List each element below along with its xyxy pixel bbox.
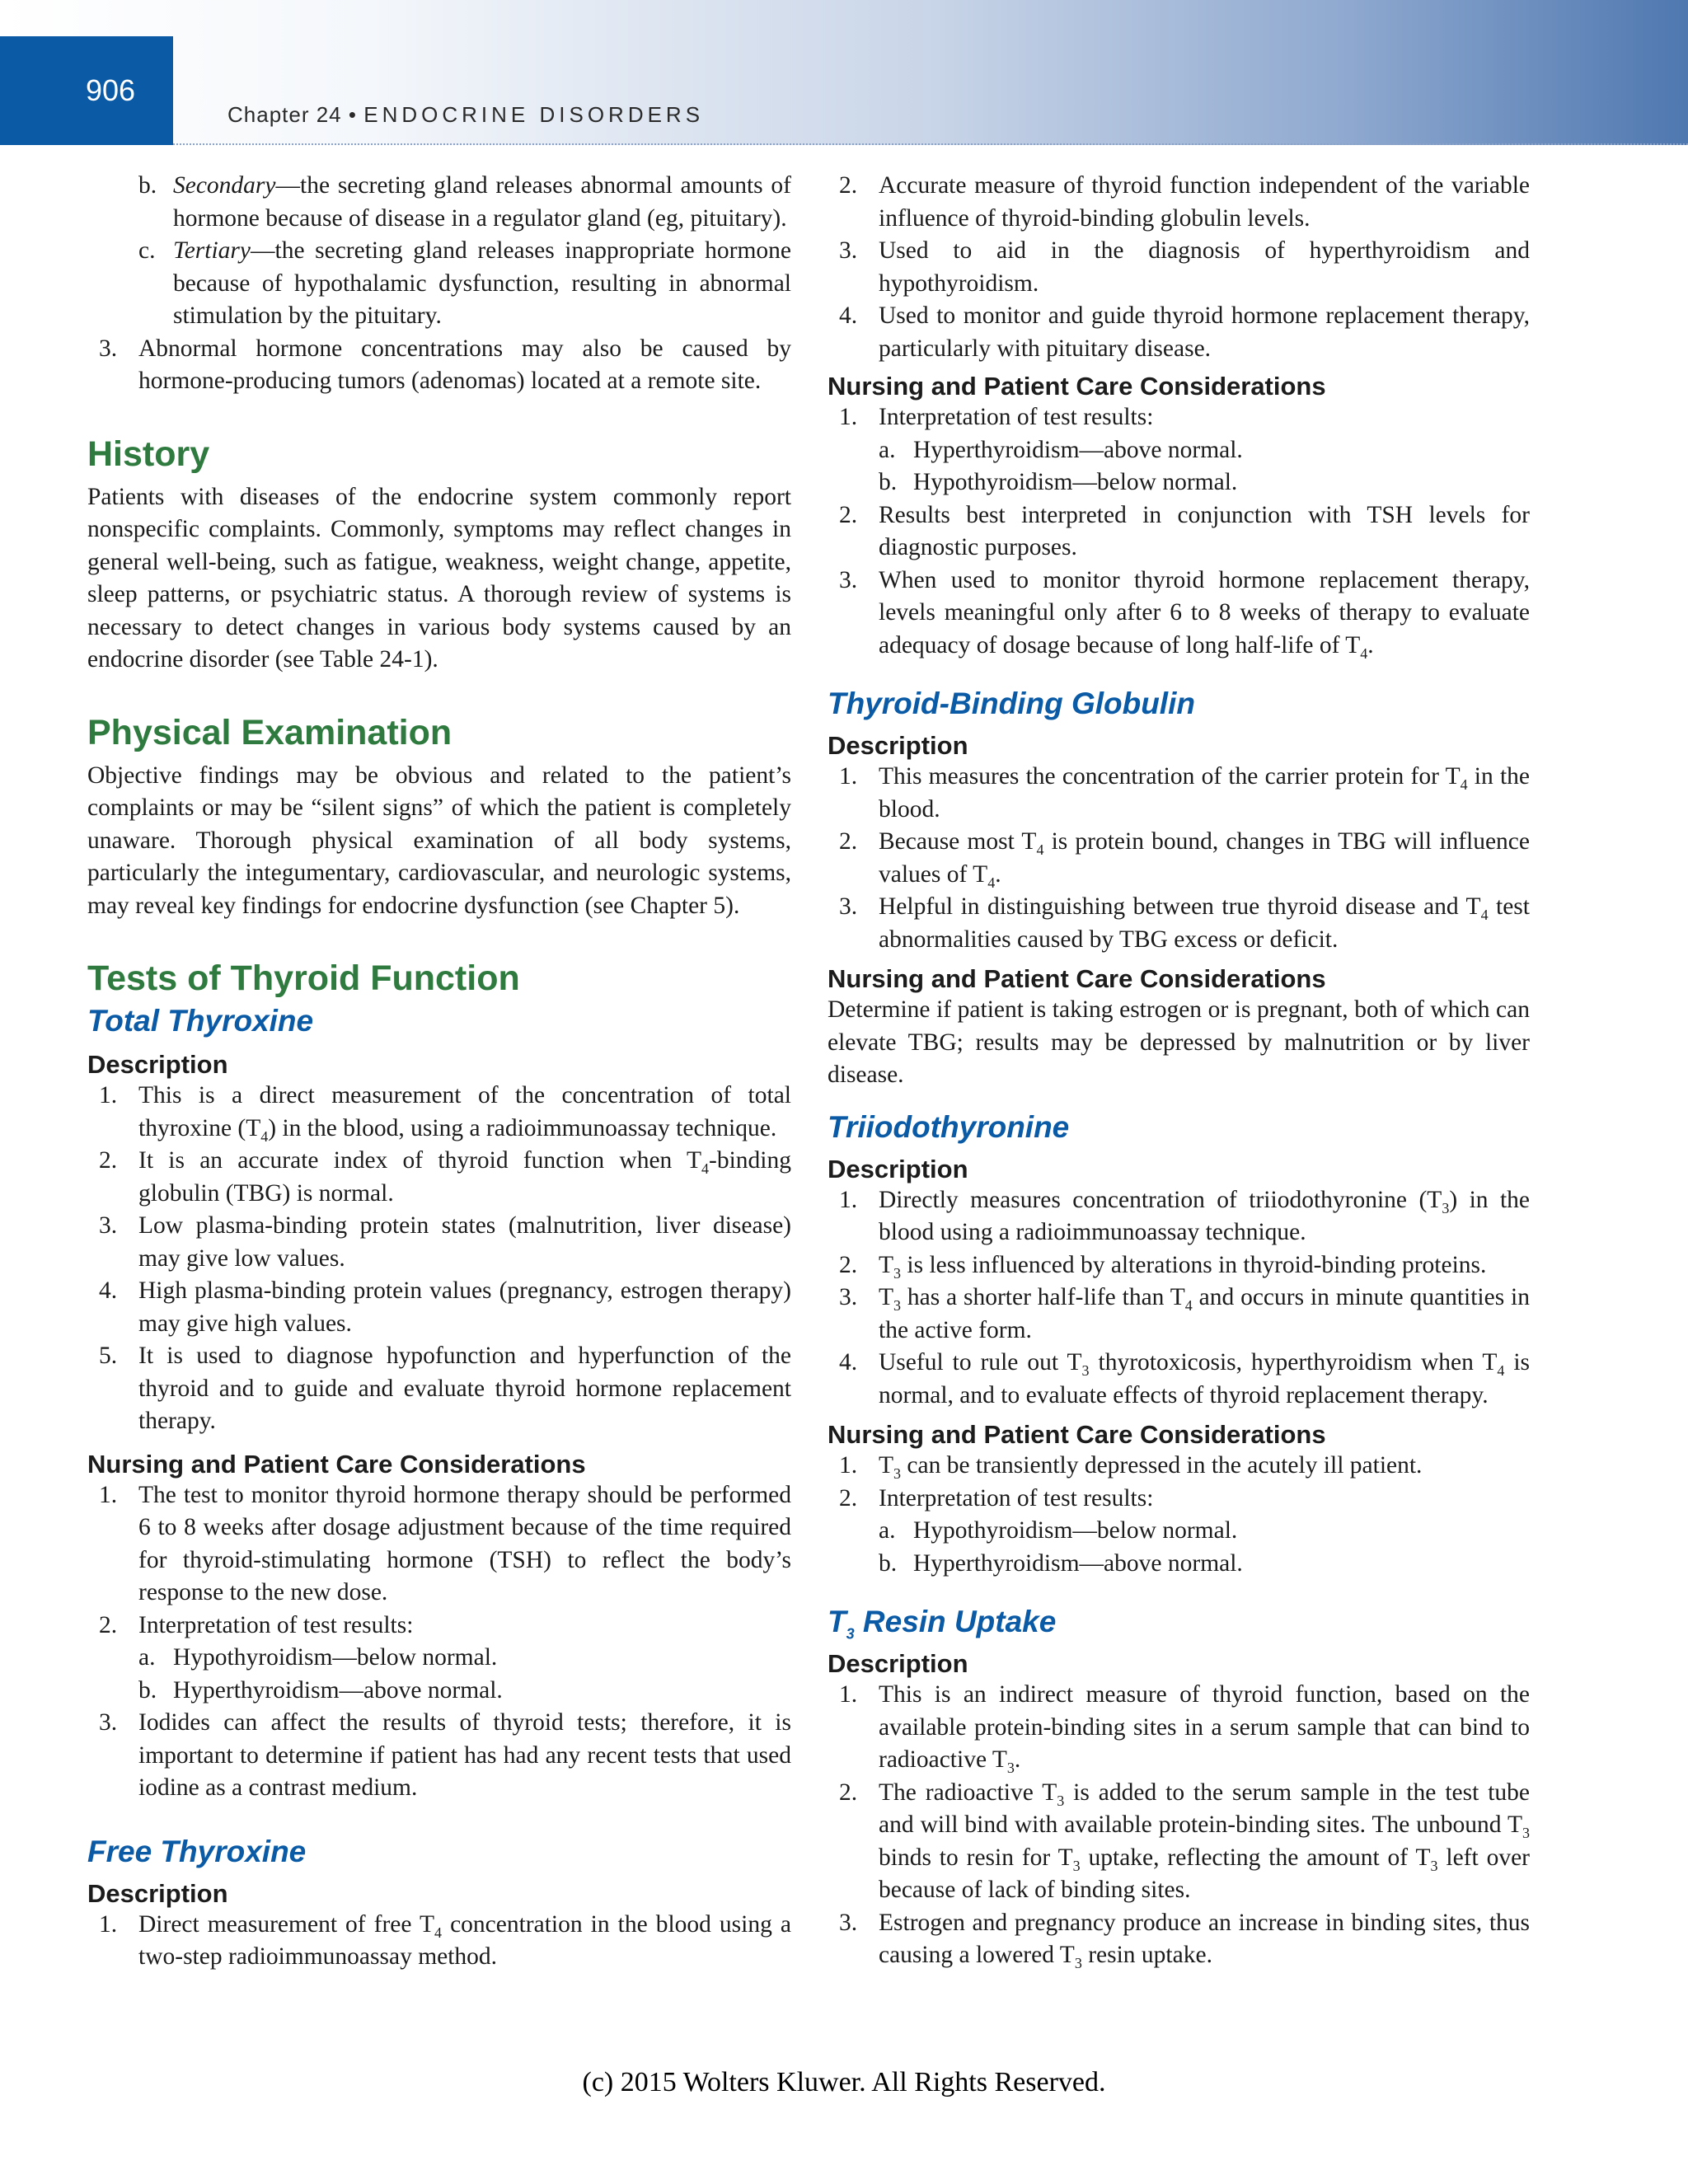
- item-text: .: [995, 860, 1001, 888]
- item-text: Interpretation of test results:: [879, 404, 1154, 430]
- item-text: Iodides can affect the results of thyroid tests; therefore, it is important to determine if patient has had any recent tests that used iodine as a contrast medium.: [138, 1709, 791, 1801]
- item-text: This is a direct measurement of the concentration of total thyroxine (T: [138, 1082, 791, 1141]
- item-text: Interpretation of test results:: [879, 1484, 1154, 1511]
- total-thyroxine-heading: Total Thyroxine: [87, 1004, 314, 1038]
- item-text: Hyperthyroidism—above normal.: [913, 436, 1243, 463]
- subscript: 3: [1006, 1759, 1015, 1776]
- list-item: [828, 891, 1530, 956]
- list-item: [87, 170, 791, 235]
- t3ru-description-list: [828, 1679, 1530, 1972]
- item-text: Hypothyroidism—below normal.: [913, 1517, 1238, 1544]
- list-item: [828, 300, 1530, 365]
- item-text: —the secreting gland releases abnormal amounts of hormone because of disease in a regulator gland (eg, pituitary).: [173, 172, 791, 232]
- list-item: [828, 1184, 1530, 1249]
- subscript: 3: [893, 1465, 902, 1482]
- left-column: [87, 170, 791, 1974]
- item-text: It is used to diagnose hypofunction and hyperfunction of the thyroid and to guide and evaluate thyroid hormone replacement therapy.: [138, 1343, 791, 1434]
- list-item: [87, 1145, 791, 1210]
- t3-heading: Triiodothyronine: [828, 1109, 1070, 1144]
- nursing-label: Nursing and Patient Care Considerations: [828, 372, 1326, 401]
- item-text: can be transiently depressed in the acutely ill patient.: [901, 1452, 1423, 1479]
- physical-exam-heading: Physical Examination: [87, 712, 452, 752]
- list-item: [828, 1548, 1530, 1581]
- subscript: 3: [1081, 1361, 1090, 1379]
- list-item: [87, 1610, 791, 1643]
- item-text: Hypothyroidism—below normal.: [913, 469, 1238, 495]
- list-item: [828, 401, 1530, 434]
- list-item: [87, 1707, 791, 1805]
- tbg-heading: Thyroid-Binding Globulin: [828, 687, 1195, 720]
- continued-list: [87, 170, 791, 398]
- total-thyroxine-nursing-list: [87, 1479, 791, 1805]
- subscript: 3: [1074, 1954, 1082, 1971]
- free-thyroxine-nursing-list: [828, 401, 1530, 662]
- list-item: [87, 1340, 791, 1438]
- subscript: 4: [987, 874, 996, 891]
- subscript: 4: [434, 1924, 443, 1941]
- item-text: Directly measures concentration of triiodothyronine (T: [879, 1186, 1442, 1213]
- subscript: 4: [260, 1127, 269, 1145]
- list-item: [87, 1210, 791, 1275]
- item-text: is normal, and to evaluate effects of thyroid replacement therapy.: [879, 1349, 1530, 1408]
- description-label: Description: [87, 1050, 228, 1079]
- item-text: Direct measurement of free T: [138, 1910, 435, 1938]
- item-text: thyrotoxicosis, hyperthyroidism when T: [1089, 1349, 1498, 1376]
- subscript: 3: [893, 1264, 902, 1282]
- item-text: This measures the concentration of the carrier protein for T: [879, 763, 1461, 790]
- item-text: T: [879, 1284, 894, 1310]
- section-label: ENDOCRINE DISORDERS: [363, 102, 705, 127]
- free-thyroxine-description-continued: [828, 170, 1530, 365]
- item-text: Results best interpreted in conjunction with TSH levels for diagnostic purposes.: [879, 501, 1530, 560]
- right-column: [828, 170, 1530, 1972]
- item-text: is less influenced by alterations in thyroid-binding proteins.: [901, 1251, 1487, 1278]
- subscript: 3: [893, 1296, 902, 1314]
- subscript: 4: [701, 1160, 710, 1177]
- item-text: The radioactive T: [879, 1779, 1057, 1806]
- list-item: [828, 1907, 1530, 1972]
- item-text: ) in the blood, using a radioimmunoassay technique.: [268, 1114, 777, 1141]
- item-text: left over because of lack of binding sites.: [879, 1844, 1530, 1903]
- free-thyroxine-heading: Free Thyroxine: [87, 1834, 307, 1868]
- subscript: 4: [1480, 906, 1489, 923]
- item-text: Hyperthyroidism—above normal.: [913, 1549, 1243, 1577]
- list-item: [828, 1679, 1530, 1777]
- item-text: Because most T: [879, 828, 1037, 855]
- t3-description-list: [828, 1184, 1530, 1413]
- item-text: When used to monitor thyroid hormone replacement therapy, levels meaningful only after 6 to 8 weeks of therapy to evaluate adequacy of dosage because of long half-life of T: [879, 566, 1530, 658]
- item-text: Useful to rule out T: [879, 1349, 1082, 1376]
- copyright-footer: (c) 2015 Wolters Kluwer. All Rights Reserved.: [582, 2067, 1106, 2097]
- chapter-label: Chapter 24: [227, 102, 342, 127]
- list-item: [828, 761, 1530, 826]
- list-item: [828, 565, 1530, 663]
- subscript: 3: [1057, 1792, 1065, 1809]
- total-thyroxine-description-list: [87, 1080, 791, 1438]
- page-number-text: 906: [86, 73, 136, 107]
- subscript: 3: [1442, 1199, 1450, 1216]
- history-heading: History: [87, 434, 210, 474]
- page-number: [0, 36, 173, 145]
- item-text: Used to aid in the diagnosis of hyperthyroidism and hypothyroidism.: [879, 237, 1530, 297]
- list-item: [87, 1675, 791, 1708]
- subscript: 3: [846, 1625, 855, 1643]
- t3-nursing-list: [828, 1450, 1530, 1580]
- item-text: and occurs in minute quantities in the active form.: [879, 1284, 1530, 1343]
- item-text: test abnormalities caused by TBG excess or deficit.: [879, 893, 1530, 953]
- physical-exam-paragraph: Objective findings may be obvious and related to the patient’s complaints or may be “silent signs” of which the patient is completely unaware. Thorough physical examination of all body systems, particularly the integumentary, cardiovascular, and neurologic systems, may reveal key findings for endocrine dysfunction (see Chapter 5).: [87, 762, 791, 919]
- list-item: [828, 826, 1530, 891]
- term: Tertiary: [173, 237, 251, 264]
- item-text: It is an accurate index of thyroid function when T: [138, 1147, 702, 1174]
- item-text: is protein bound, changes in TBG will influence values of T: [879, 828, 1530, 888]
- free-thyroxine-description-list: [87, 1909, 791, 1974]
- subscript: 4: [1460, 776, 1468, 793]
- t3-resin-uptake-heading: [828, 1605, 1530, 1643]
- item-text: T: [879, 1452, 894, 1479]
- item-text: ) in the blood using a radioimmunoassay technique.: [879, 1186, 1531, 1245]
- subscript: 4: [1036, 841, 1044, 858]
- item-text: .: [1014, 1746, 1021, 1773]
- list-item: [828, 466, 1530, 499]
- tbg-description-list: [828, 761, 1530, 956]
- subscript: 4: [1184, 1296, 1193, 1314]
- list-item: [828, 1282, 1530, 1347]
- description-label: Description: [87, 1878, 228, 1908]
- nursing-label: Nursing and Patient Care Considerations: [828, 1420, 1326, 1449]
- list-item: [828, 1249, 1530, 1282]
- item-text: T: [879, 1251, 894, 1278]
- list-item: [828, 1515, 1530, 1548]
- item-text: Hypothyroidism—below normal.: [173, 1644, 498, 1671]
- list-item: [87, 1479, 791, 1610]
- history-paragraph: Patients with diseases of the endocrine system commonly report nonspecific complaints. Commonly, symptoms may reflect changes in general well-being, such as fatigue, weakness, weight change, appetite, sleep patterns, or psychiatric status. A thorough review of systems is necessary to detect changes in various body systems caused by an endocrine disorder (see Table 24-1).: [87, 483, 791, 673]
- subscript: 4: [1360, 644, 1368, 662]
- list-item: [828, 1777, 1530, 1907]
- item-text: Interpretation of test results:: [138, 1611, 414, 1638]
- item-text: Accurate measure of thyroid function independent of the variable influence of thyroid-binding globulin levels.: [879, 172, 1530, 232]
- subscript: 3: [1430, 1857, 1438, 1874]
- list-item: [828, 170, 1530, 235]
- item-text: Hyperthyroidism—above normal.: [173, 1676, 503, 1704]
- item-text: The test to monitor thyroid hormone therapy should be performed 6 to 8 weeks after dosage adjustment because of the time required for thyroid-stimulating hormone (TSH) to reflect the body’s response to the new dose.: [138, 1481, 791, 1605]
- description-label: Description: [828, 731, 968, 760]
- subscript: 4: [1497, 1361, 1505, 1379]
- list-item: [828, 1347, 1530, 1412]
- item-text: concentration in the blood using a two-step radioimmunoassay method.: [138, 1910, 791, 1970]
- heading-text: Resin Uptake: [854, 1605, 1057, 1638]
- item-text: —the secreting gland releases inappropriate hormone because of hypothalamic dysfunction, resulting in abnormal stimulation by the pituitary.: [173, 237, 791, 329]
- item-text: has a shorter half-life than T: [901, 1284, 1185, 1310]
- nursing-label: Nursing and Patient Care Considerations: [87, 1449, 586, 1479]
- item-text: -binding globulin (TBG) is normal.: [138, 1147, 791, 1207]
- item-text: .: [1367, 631, 1374, 658]
- subscript: 3: [1072, 1857, 1081, 1874]
- tests-heading: Tests of Thyroid Function: [87, 958, 520, 998]
- item-text: Abnormal hormone concentrations may also be caused by hormone-producing tumors (adenomas) located at a remote site.: [138, 335, 791, 394]
- list-item: [87, 1275, 791, 1340]
- item-text: resin uptake.: [1081, 1942, 1212, 1968]
- item-text: uptake, reflecting the amount of T: [1080, 1844, 1431, 1871]
- item-text: Low plasma-binding protein states (malnutrition, liver disease) may give low values.: [138, 1212, 791, 1272]
- term: Secondary: [173, 172, 276, 199]
- running-head: [227, 102, 704, 128]
- list-item: [87, 235, 791, 333]
- tbg-nursing-paragraph: Determine if patient is taking estrogen or is pregnant, both of which can elevate TBG; results may be depressed by malnutrition or by liver disease.: [828, 996, 1530, 1088]
- list-item: [87, 1642, 791, 1675]
- subscript: 3: [1522, 1824, 1530, 1841]
- list-item: [828, 235, 1530, 300]
- description-label: Description: [828, 1154, 968, 1183]
- heading-text: T: [828, 1605, 846, 1638]
- item-text: High plasma-binding protein values (pregnancy, estrogen therapy) may give high values.: [138, 1277, 791, 1337]
- item-text: binds to resin for T: [879, 1844, 1073, 1871]
- list-item: [828, 434, 1530, 467]
- item-text: is added to the serum sample in the test tube and will bind with available protein-binding sites. The unbound T: [879, 1779, 1531, 1838]
- list-item: [87, 333, 791, 398]
- description-label: Description: [828, 1649, 968, 1678]
- nursing-label: Nursing and Patient Care Considerations: [828, 964, 1326, 993]
- list-item: [87, 1909, 791, 1974]
- item-text: in the blood.: [879, 763, 1530, 823]
- list-item: [828, 499, 1530, 565]
- header-rule: [173, 143, 1688, 145]
- item-text: Helpful in distinguishing between true thyroid disease and T: [879, 893, 1481, 920]
- list-item: [828, 1450, 1530, 1483]
- bullet-separator: •: [348, 102, 357, 127]
- list-item: [828, 1483, 1530, 1516]
- item-text: This is an indirect measure of thyroid function, based on the available protein-binding sites in a serum sample that can bind to radioactive T: [879, 1681, 1530, 1773]
- item-text: Estrogen and pregnancy produce an increase in binding sites, thus causing a lowered T: [879, 1909, 1530, 1968]
- list-item: [87, 1080, 791, 1145]
- item-text: Used to monitor and guide thyroid hormone replacement therapy, particularly with pituitary disease.: [879, 302, 1530, 362]
